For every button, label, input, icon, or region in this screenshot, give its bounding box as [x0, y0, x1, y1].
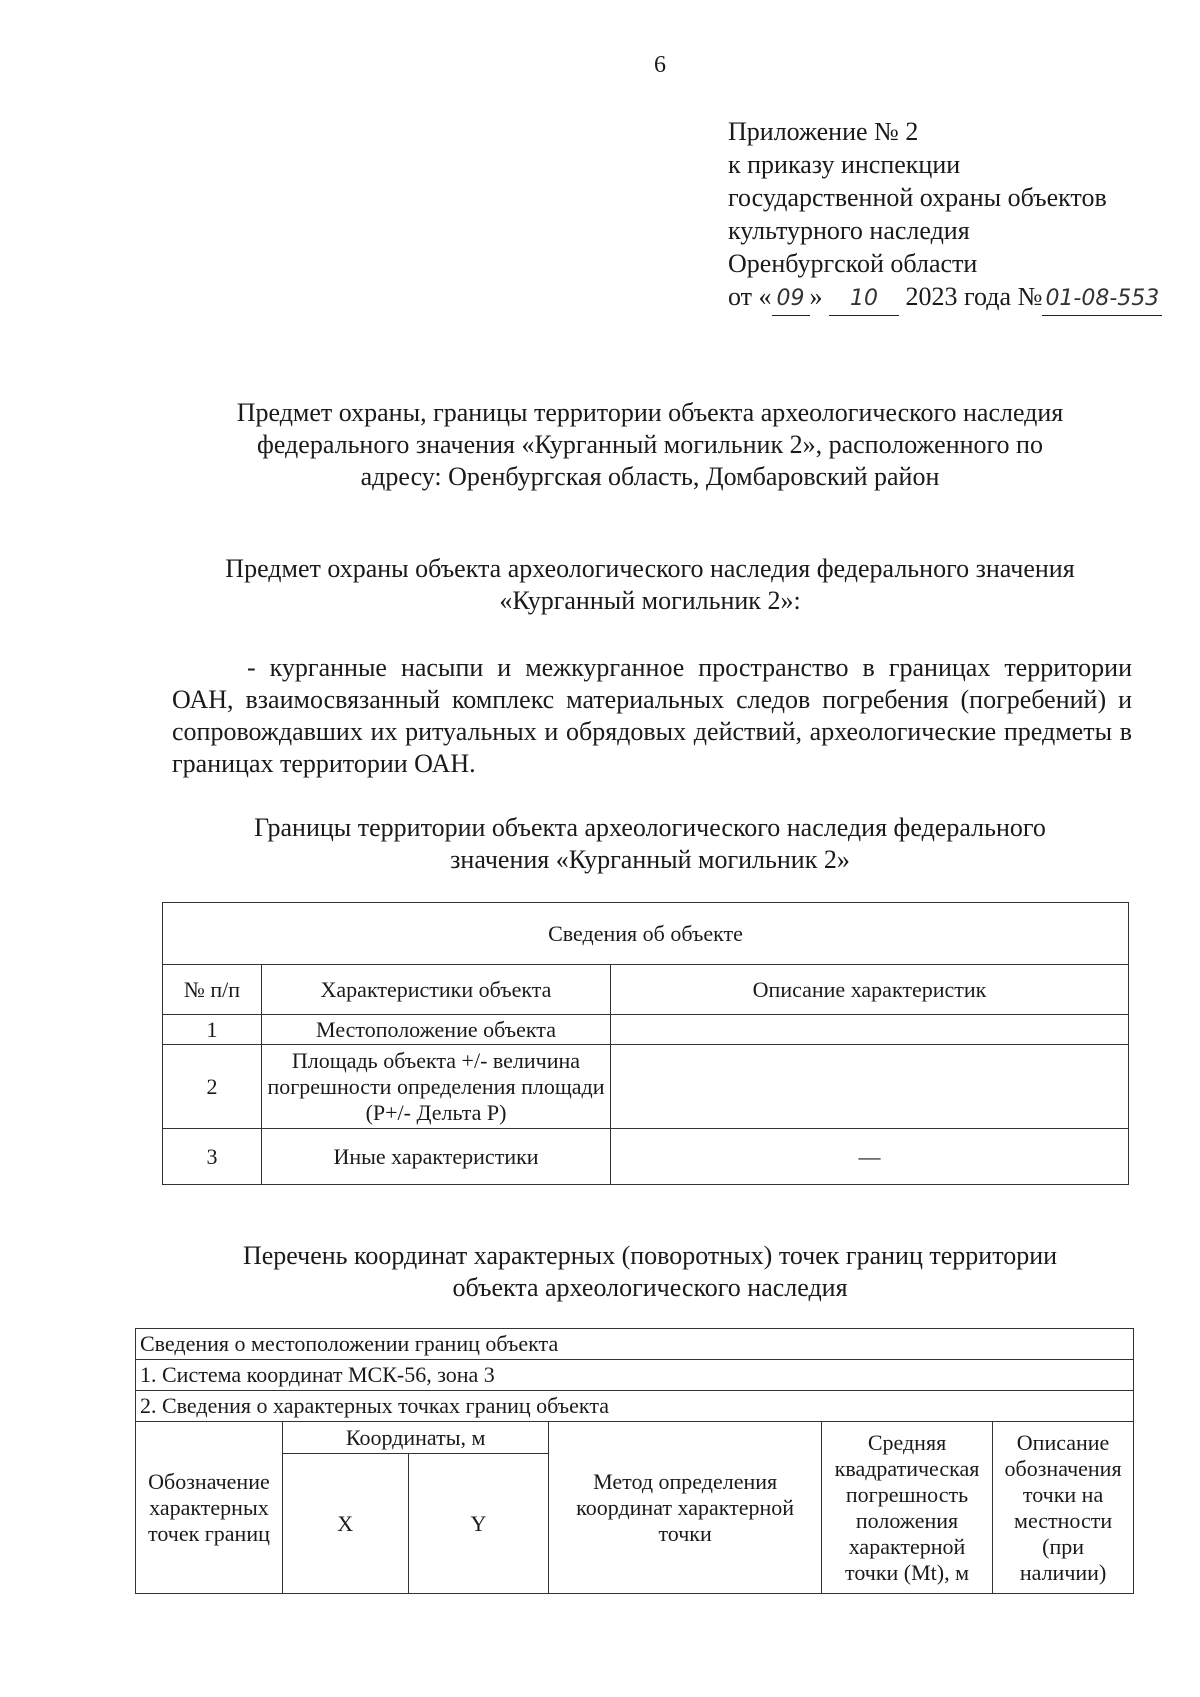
row-number: 1 — [163, 1015, 262, 1045]
title-line: Предмет охраны, границы территории объекта археологического наследия — [236, 398, 1064, 427]
subject-heading-line: Предмет охраны объекта археологического наследия федерального значения — [225, 554, 1075, 583]
header-method: Метод определения координат характерной точки — [549, 1422, 822, 1594]
row-number: 3 — [163, 1129, 262, 1185]
boundaries-heading-line: значения «Курганный могильник 2» — [450, 845, 850, 874]
header-characteristic: Характеристики объекта — [262, 965, 611, 1015]
date-month: 10 — [829, 282, 899, 316]
row-name: Иные характеристики — [262, 1129, 611, 1185]
coordinate-system-row: 1. Система координат МСК-56, зона 3 — [136, 1360, 1134, 1391]
appendix-line: Оренбургской области — [728, 249, 978, 278]
appendix-line: к приказу инспекции — [728, 150, 961, 179]
boundaries-heading — [160, 812, 1140, 876]
header-x: X — [282, 1454, 408, 1594]
date-year: 2023 года № — [905, 282, 1043, 311]
header-number: № п/п — [163, 965, 262, 1015]
row-desc — [611, 1045, 1129, 1129]
header-description: Описание характеристик — [611, 965, 1129, 1015]
document-title — [160, 397, 1140, 493]
subject-text: - курганные насыпи и межкурганное пространство в границах территории ОАН, взаимосвязанный комплекс материальных следов погребения (погребений) и сопровождавших их ритуальных и обрядовых действий, археологические предметы в границах территории ОАН. — [172, 653, 1132, 778]
object-info-table — [162, 902, 1129, 1185]
appendix-header — [728, 115, 1162, 316]
header-point-description: Описание обозначения точки на местности (при наличии) — [993, 1422, 1134, 1594]
table-row — [163, 1045, 1129, 1129]
header-coordinates: Координаты, м — [282, 1422, 548, 1454]
row-desc — [611, 1015, 1129, 1045]
coordinates-table — [135, 1328, 1134, 1594]
date-mid: » — [809, 282, 823, 311]
row-desc: — — [611, 1129, 1129, 1185]
order-number: 01-08-553 — [1042, 282, 1162, 316]
title-line: адресу: Оренбургская область, Домбаровский район — [360, 462, 940, 491]
title-line: федерального значения «Курганный могильник 2», расположенного по — [257, 430, 1043, 459]
row-name: Площадь объекта +/- величина погрешности определения площади (P+/- Дельта P) — [262, 1045, 611, 1129]
date-prefix: от « — [728, 282, 772, 311]
coords-heading — [160, 1240, 1140, 1304]
row-number: 2 — [163, 1045, 262, 1129]
header-point: Обозначение характерных точек границ — [136, 1422, 283, 1594]
appendix-line: государственной охраны объектов — [728, 183, 1107, 212]
table-caption: Сведения об объекте — [163, 903, 1129, 965]
location-row: Сведения о местоположении границ объекта — [136, 1329, 1134, 1360]
points-info-row: 2. Сведения о характерных точках границ объекта — [136, 1391, 1134, 1422]
page-number: 6 — [654, 52, 666, 78]
table-row — [163, 1129, 1129, 1185]
subject-heading — [160, 553, 1140, 617]
header-error: Средняя квадратическая погрешность положения характерной точки (Mt), м — [821, 1422, 992, 1594]
appendix-line: культурного наследия — [728, 216, 970, 245]
header-y: Y — [408, 1454, 549, 1594]
date-day: 09 — [772, 282, 810, 316]
coords-heading-line: Перечень координат характерных (поворотных) точек границ территории — [242, 1241, 1058, 1270]
appendix-line: Приложение № 2 — [728, 117, 919, 146]
subject-heading-line: «Курганный могильник 2»: — [499, 586, 801, 615]
coords-heading-line: объекта археологического наследия — [452, 1273, 848, 1302]
table-row — [163, 1015, 1129, 1045]
boundaries-heading-line: Границы территории объекта археологического наследия федерального — [254, 813, 1046, 842]
row-name: Местоположение объекта — [262, 1015, 611, 1045]
order-date-line — [728, 280, 1162, 316]
